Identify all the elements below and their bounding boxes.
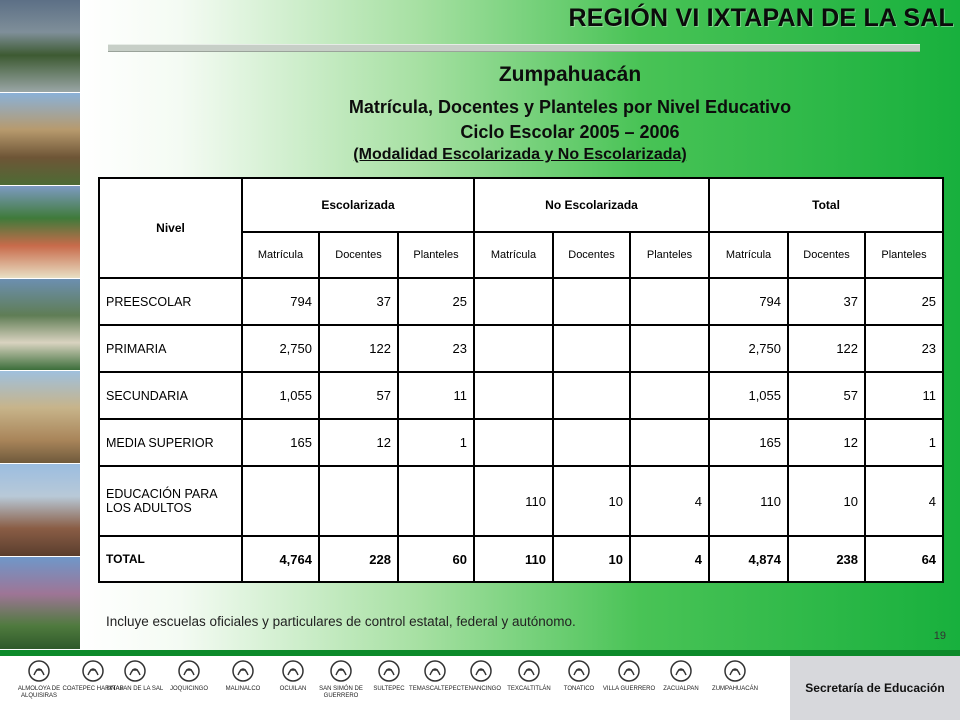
nivel-cell: MEDIA SUPERIOR [99,419,242,466]
value-cell [553,419,630,466]
value-cell: 4,874 [709,536,788,582]
landscape-photo [0,93,80,186]
value-cell: 122 [788,325,865,372]
value-cell [630,419,709,466]
glyph-icon [516,658,542,684]
glyph-icon [328,658,354,684]
nivel-cell: PREESCOLAR [99,278,242,325]
column-header: Planteles [630,232,709,278]
value-cell: 10 [788,466,865,536]
value-cell [474,372,553,419]
nivel-cell: TOTAL [99,536,242,582]
value-cell: 2,750 [709,325,788,372]
column-header: Docentes [788,232,865,278]
value-cell: 1,055 [709,372,788,419]
value-cell: 12 [788,419,865,466]
value-cell [630,278,709,325]
municipality-glyph [158,658,220,693]
value-cell [630,372,709,419]
value-cell: 4,764 [242,536,319,582]
glyph-icon [176,658,202,684]
municipality-glyph [104,658,166,693]
value-cell: 122 [319,325,398,372]
municipality-name: ZACUALPAN [663,686,699,692]
enrollment-table [98,177,944,583]
page-number: 19 [933,630,946,642]
value-cell: 238 [788,536,865,582]
footnote: Incluye escuelas oficiales y particulares de control estatal, federal y autónomo. [106,614,576,629]
municipality-title: Zumpahuacán [498,63,642,86]
municipality-name: TEMASCALTEPEC [409,686,461,692]
value-cell: 10 [553,466,630,536]
glyph-icon [80,658,106,684]
value-cell: 4 [630,466,709,536]
title-rule [108,44,920,52]
landscape-photo [0,371,80,464]
table-subtitle: Matrícula, Docentes y Planteles por Nivel Educativo [348,97,792,117]
glyph-icon [280,658,306,684]
municipality-name: TEXCALTITLÁN [507,686,551,692]
value-cell [242,466,319,536]
value-cell: 1 [398,419,474,466]
glyph-icon [722,658,748,684]
value-cell: 25 [865,278,943,325]
glyph-icon [566,658,592,684]
column-header: Docentes [553,232,630,278]
table-row [99,419,943,466]
table-row [99,325,943,372]
column-header: Matrícula [709,232,788,278]
glyph-icon [668,658,694,684]
nivel-cell: EDUCACIÓN PARA LOS ADULTOS [99,466,242,536]
landscape-photo [0,557,80,650]
landscape-photo [0,0,80,93]
value-cell: 165 [709,419,788,466]
photo-strip [0,0,80,650]
municipality-name: IXTAPAN DE LA SAL [106,686,164,692]
value-cell [553,278,630,325]
value-cell: 11 [865,372,943,419]
municipality-glyph [650,658,712,693]
glyph-icon [230,658,256,684]
value-cell: 57 [788,372,865,419]
municipality-name: VILLA GUERRERO [602,686,656,692]
municipality-name: SULTEPEC [373,686,405,692]
municipality-name: MALINALCO [225,686,261,692]
table-row [99,466,943,536]
municipality-name: ZUMPAHUACÁN [712,686,758,692]
glyph-icon [376,658,402,684]
modality-note: (Modalidad Escolarizada y No Escolarizada) [353,146,687,163]
escolarizada-header: Escolarizada [242,178,474,232]
value-cell [398,466,474,536]
value-cell: 37 [319,278,398,325]
municipality-name: OCUILAN [279,686,307,692]
landscape-photo [0,464,80,557]
municipality-name: JOQUICINGO [169,686,208,692]
value-cell: 10 [553,536,630,582]
municipality-glyph-strip [0,656,790,720]
value-cell: 37 [788,278,865,325]
nivel-header: Nivel [99,178,242,278]
value-cell: 165 [242,419,319,466]
nivel-cell: SECUNDARIA [99,372,242,419]
no-escolarizada-header: No Escolarizada [474,178,709,232]
value-cell: 12 [319,419,398,466]
value-cell: 57 [319,372,398,419]
municipality-name: SAN SIMÓN DE GUERRERO [319,686,363,699]
value-cell: 64 [865,536,943,582]
value-cell [474,278,553,325]
footer-bar [0,656,960,720]
municipality-name: TONATICO [563,686,595,692]
glyph-icon [616,658,642,684]
value-cell: 110 [709,466,788,536]
region-title: REGIÓN VI IXTAPAN DE LA SAL [568,4,954,32]
value-cell: 11 [398,372,474,419]
value-cell: 1,055 [242,372,319,419]
secretaria-label: Secretaría de Educación [790,656,960,720]
value-cell: 23 [398,325,474,372]
value-cell: 110 [474,466,553,536]
glyph-icon [468,658,494,684]
glyph-icon [422,658,448,684]
municipality-glyph [8,658,70,700]
municipality-name: TENANCINGO [460,686,501,692]
value-cell: 60 [398,536,474,582]
value-cell: 794 [709,278,788,325]
value-cell: 794 [242,278,319,325]
table-row [99,372,943,419]
column-header: Docentes [319,232,398,278]
value-cell: 228 [319,536,398,582]
value-cell: 4 [630,536,709,582]
column-header: Matrícula [242,232,319,278]
value-cell: 2,750 [242,325,319,372]
value-cell: 1 [865,419,943,466]
column-header: Matrícula [474,232,553,278]
value-cell [630,325,709,372]
glyph-icon [122,658,148,684]
value-cell [474,419,553,466]
value-cell: 110 [474,536,553,582]
total-row [99,536,943,582]
value-cell [553,325,630,372]
table-row [99,278,943,325]
nivel-cell: PRIMARIA [99,325,242,372]
municipality-glyph [704,658,766,693]
glyph-icon [26,658,52,684]
value-cell: 23 [865,325,943,372]
column-header: Planteles [398,232,474,278]
school-cycle: Ciclo Escolar 2005 – 2006 [460,122,680,142]
landscape-photo [0,186,80,279]
value-cell: 25 [398,278,474,325]
value-cell [474,325,553,372]
value-cell [553,372,630,419]
landscape-photo [0,279,80,372]
municipality-name: ALMOLOYA DE ALQUISIRAS [17,686,61,699]
value-cell [319,466,398,536]
value-cell: 4 [865,466,943,536]
total-header: Total [709,178,943,232]
column-header: Planteles [865,232,943,278]
municipality-name: COATEPEC HARINAS [62,686,124,692]
